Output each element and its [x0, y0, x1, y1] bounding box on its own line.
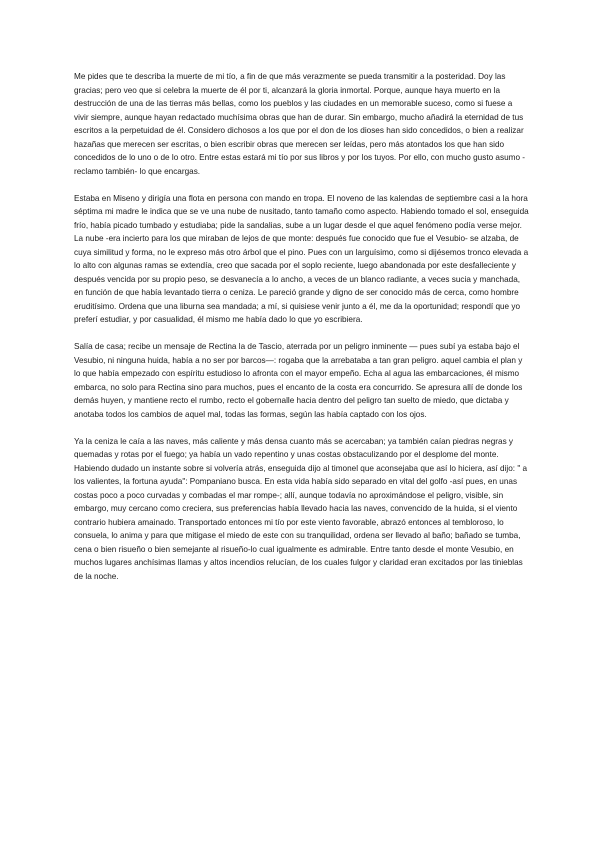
paragraph-cloud: Estaba en Miseno y dirigía una flota en persona con mando en tropa. El noveno de las kalendas de septiembre casi a la hora séptima mi madre le indica que se ve una nube de nusitado, tanto tamaño como aspecto. Habiendo tomado el sol, enseguida frío, había picado tumbado y estudiaba; pide la sandalias, sube a un lugar desde el que aquel fenómeno podía verse mejor. La nube -era incierto para los que miraban de lejos de que monte: después fue conocido que fue el Vesubio- se alzaba, de cuya similitud y forma, no le expreso más otro árbol que el pino. Pues con un larguísimo, como si dijésemos tronco elevada a lo alto con algunas ramas se extendía, creo que sacada por el soplo reciente, luego abandonada por este desfalleciente y después vencida por su propio peso, se desvanecía a lo ancho, a veces de un blanco radiante, a veces sucia y manchada, en función de que había levantado tierra o ceniza. Le pareció grande y digno de ser conocido más de cerca, como hombre eruditísimo. Ordena que una liburna sea mandada; a mí, si quisiese venir junto a él, me da la oportunidad; respondí que yo preferí estudiar, y por casualidad, él mismo me había dado lo que yo escribiera. — [74, 193, 529, 324]
paragraph-ashes: Ya la ceniza le caía a las naves, más caliente y más densa cuanto más se acercaban; ya también caían piedras negras y quemadas y rotas por el fuego; ya había un vado repentino y unas costas obstaculizando por el desplome del monte. Habiendo dudado un instante sobre si volvería atrás, enseguida dijo al timonel que aconsejaba que así lo hiciera, así dijo: " a los valientes, la fortuna ayuda": Pompaniano busca. En esta vida había sido separado en vital del golfo -así pues, en unas costas poco a poco curvadas y combadas el mar rompe-; allí, aunque todavía no aproximándose el peligro, visible, sin embargo, muy cercano como creciera, sus preferencias había llevado hacia las naves, convencido de la huida, si el viento contrario hubiera amainado. Transportado entonces mi tío por este viento favorable, abrazó entonces al tembloroso, lo consuela, lo anima y para que mitigase el miedo de este con su tranquilidad, ordena ser llevado al baño; bañado se tumba, cena o bien risueño o bien semejante al risueño-lo cual igualmente es admirable. Entre tanto desde el monte Vesubio, en muchos lugares anchísimas llamas y altos incendios relucían, de los cuales fulgor y claridad eran excitados por las tinieblas de la noche. — [74, 436, 528, 581]
paragraph-rectina: Salía de casa; recibe un mensaje de Rectina la de Tascio, aterrada por un peligro inminente — pues subí ya estaba bajo el Vesubio, ni ninguna huida, había a no ser por barcos—: rogaba que la arrebataba a tan gran peligro. aquel cambia el plan y lo que había empezado con espíritu estudioso lo afronta con el mayor empeño. Echa al agua las embarcaciones, él mismo embarca, no solo para Rectina sino para muchos, pues el encanto de la costa era concurrido. Se apresura allí de donde los demás huyen, y mantiene recto el rumbo, recto el gobernalle hacia dentro del peligro tan suelto de miedo, que dictaba y anotaba todos los cambios de aquel mal, todas las formas, según las había captado con los ojos. — [74, 342, 523, 419]
body-text — [74, 70, 529, 597]
paragraph-request: Me pides que te describa la muerte de mi tío, a fin de que más verazmente se pueda transmitir a la posteridad. Doy las gracias; pero veo que si celebra la muerte de él por ti, alcanzará la gloria inmortal. Porque, aunque haya muerto en la destrucción de una de las tierras más bellas, como los pueblos y las ciudades en un memorable suceso, como si fuese a vivir siempre, aunque hayan redactado muchísima obras que han de durar. Sin embargo, mucho añadirá la eternidad de tus escritos a la perpetuidad de él. Considero dichosos a los que por el don de los dioses han sido concedidos, o bien a realizar hazañas que merecen ser escritas, o bien escribir obras que merecen ser leídas, pero más atontados los que han sido concedidos de lo uno o de lo otro. Entre estas estará mi tío por sus libros y por los tuyos. Por ello, con mucho gusto asumo -reclamo también- lo que encargas. — [74, 72, 526, 176]
